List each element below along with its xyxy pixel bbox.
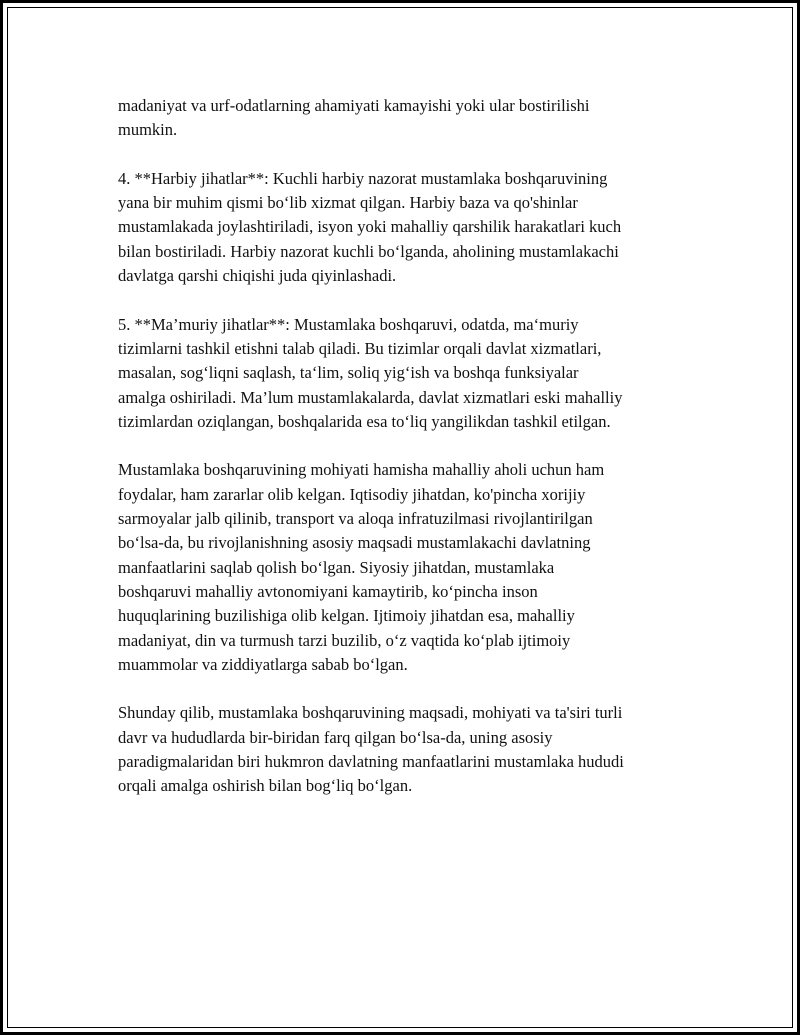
paragraph-conclusion: Shunday qilib, mustamlaka boshqaruvining maqsadi, mohiyati va ta'siri turli davr va hududlarda bir-biridan farq qilgan bo‘lsa-da, uning asosiy paradigmalaridan biri hukmron davlatning manfaatlarini mustamlaka hududi orqali amalga oshirish bilan bog‘liq bo‘lgan. — [118, 703, 624, 796]
paragraph-administrative-aspects: 5. **Ma’muriy jihatlar**: Mustamlaka boshqaruvi, odatda, ma‘muriy tizimlarni tashkil etishni talab qiladi. Bu tizimlar orqali davlat xizmatlari, masalan, sog‘liqni saqlash, ta‘lim, soliq yig‘ish va boshqa funksiyalar amalga oshiriladi. Ma’lum mustamlakalarda, davlat xizmatlari eski mahalliy tizimlardan oziqlangan, boshqalarida esa to‘liq yangilikdan tashkil etilgan. — [118, 314, 623, 431]
document-body — [118, 94, 698, 799]
paragraph-military-aspects: 4. **Harbiy jihatlar**: Kuchli harbiy nazorat mustamlaka boshqaruvining yana bir muhim qismi bo‘lib xizmat qilgan. Harbiy baza va qo'shinlar mustamlakada joylashtiriladi, isyon yoki mahalliy qarshilik harakatlari kuch bilan bostiriladi. Harbiy nazorat kuchli bo‘lganda, aholining mustamlakachi davlatga qarshi chiqishi juda qiyinlashadi. — [118, 168, 622, 286]
paragraph-essence-of-colonial-rule: Mustamlaka boshqaruvining mohiyati hamisha mahalliy aholi uchun ham foydalar, ham zararlar olib kelgan. Iqtisodiy jihatdan, ko'pincha xorijiy sarmoyalar jalb qilinib, transport va aloqa infratuzilmasi rivojlantirilgan bo‘lsa-da, bu rivojlanishning asosiy maqsadi mustamlakachi davlatning manfaatlarini saqlab qolish bo‘lgan. Siyosiy jihatdan, mustamlaka boshqaruvi mahalliy avtonomiyani kamaytirib, ko‘pincha inson huquqlarining buzilishiga olib kelgan. Ijtimoiy jihatdan esa, mahalliy madaniyat, din va turmush tarzi buzilib, o‘z vaqtida ko‘plab ijtimoiy muammolar va ziddiyatlarga sabab bo‘lgan. — [118, 460, 605, 674]
paragraph-continuation: madaniyat va urf-odatlarning ahamiyati kamayishi yoki ular bostirilishi mumkin. — [118, 96, 590, 140]
